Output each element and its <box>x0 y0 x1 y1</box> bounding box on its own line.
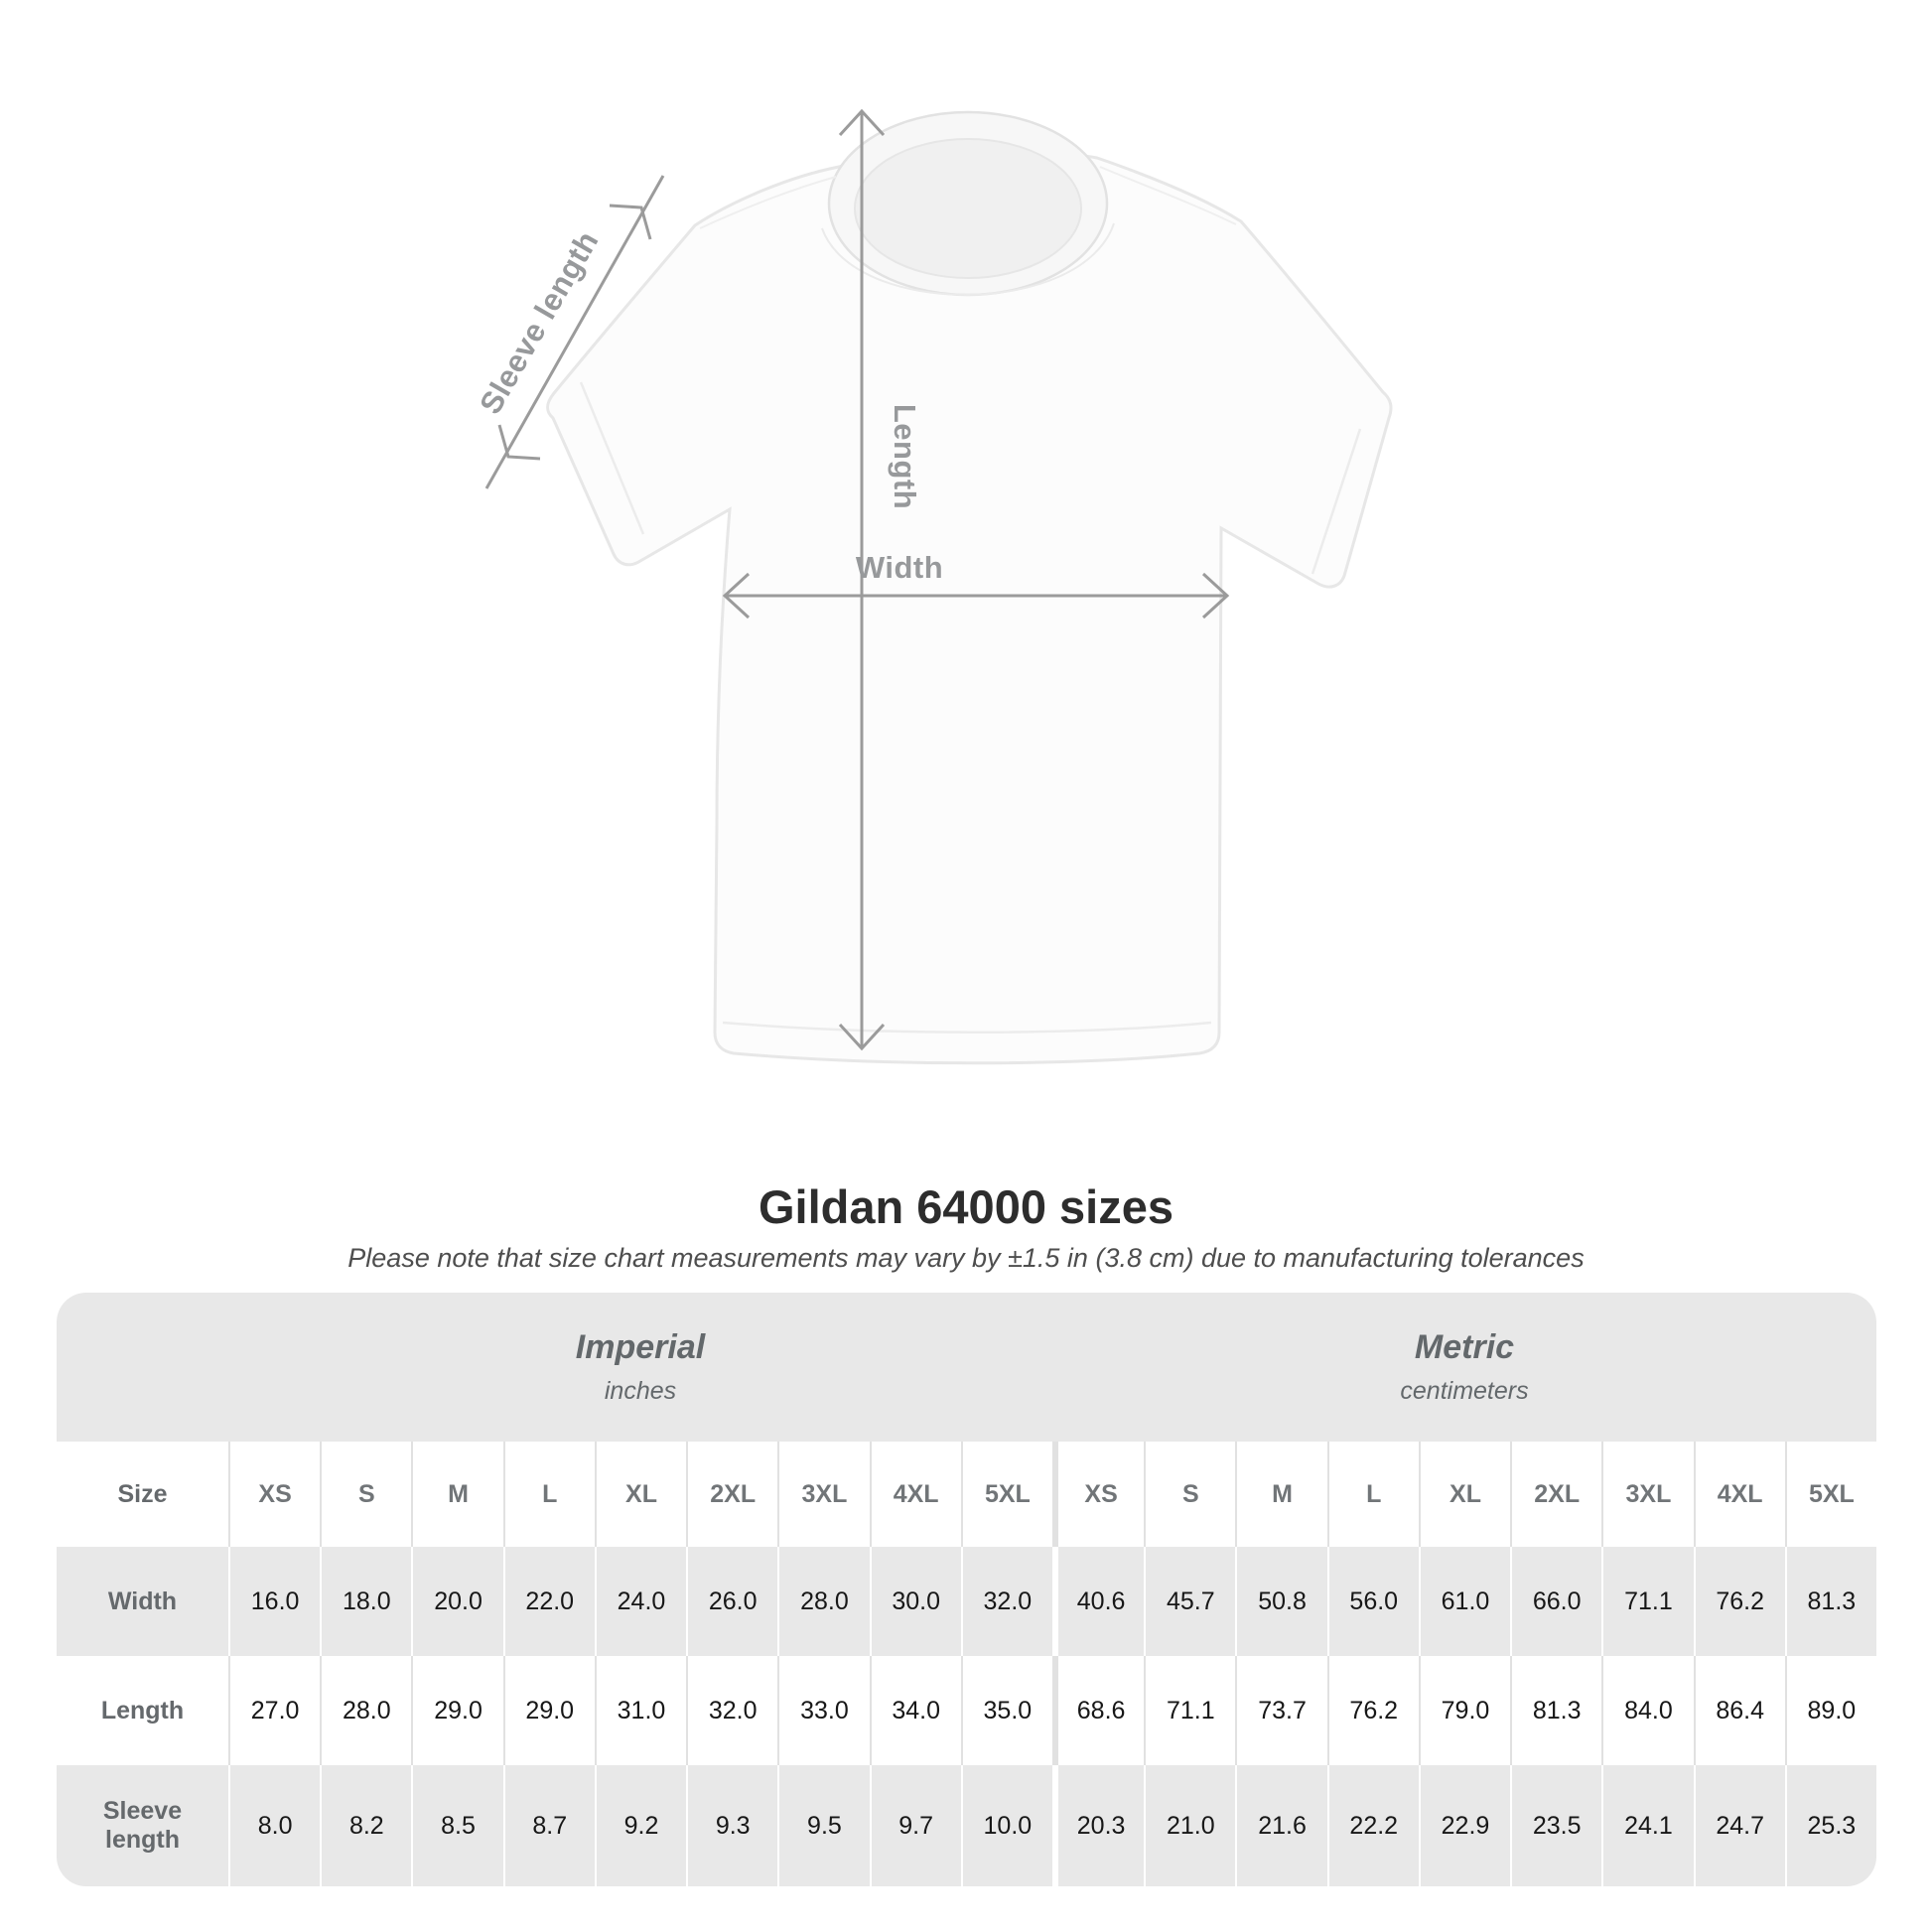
value-cell: 8.5 <box>411 1765 502 1886</box>
unit-header-band <box>57 1293 1876 1442</box>
value-cell: 61.0 <box>1419 1547 1510 1656</box>
value-cell: 32.0 <box>961 1547 1052 1656</box>
value-cell: 22.0 <box>503 1547 595 1656</box>
value-cell: 25.3 <box>1785 1765 1876 1886</box>
value-cell: 24.1 <box>1601 1765 1693 1886</box>
size-header-cell: XL <box>1419 1442 1510 1547</box>
value-cell: 76.2 <box>1694 1547 1785 1656</box>
value-cell: 8.7 <box>503 1765 595 1886</box>
size-corner-label: Size <box>117 1479 168 1508</box>
value-cell: 9.5 <box>777 1765 869 1886</box>
tolerance-note: Please note that size chart measurements may vary by ±1.5 in (3.8 cm) due to manufacturing tolerances <box>347 1243 1585 1273</box>
value-cell: 81.3 <box>1785 1547 1876 1656</box>
size-header-cell: L <box>503 1442 595 1547</box>
size-header-cell: XL <box>595 1442 686 1547</box>
value-cell: 86.4 <box>1694 1656 1785 1765</box>
size-header-cell: L <box>1327 1442 1419 1547</box>
size-header-cell: 2XL <box>1510 1442 1601 1547</box>
size-header-cell: 3XL <box>1601 1442 1693 1547</box>
value-cell: 24.7 <box>1694 1765 1785 1886</box>
metric-unit: centimeters <box>1400 1377 1529 1405</box>
value-cell: 35.0 <box>961 1656 1052 1765</box>
value-cell: 32.0 <box>686 1656 777 1765</box>
size-header-cell: S <box>320 1442 411 1547</box>
size-header-cell: M <box>1235 1442 1326 1547</box>
width-label: Width <box>855 550 944 585</box>
length-label: Length <box>888 403 922 510</box>
width-row-label: Width <box>107 1587 178 1615</box>
value-cell: 8.0 <box>228 1765 320 1886</box>
size-header-row <box>57 1442 1876 1547</box>
size-header-cell: 2XL <box>686 1442 777 1547</box>
value-cell: 29.0 <box>503 1656 595 1765</box>
value-cell: 73.7 <box>1235 1656 1326 1765</box>
size-header-cell: XS <box>1052 1442 1144 1547</box>
value-cell: 9.2 <box>595 1765 686 1886</box>
value-cell: 89.0 <box>1785 1656 1876 1765</box>
page-title: Gildan 64000 sizes <box>758 1180 1174 1233</box>
value-cell: 31.0 <box>595 1656 686 1765</box>
value-cell: 26.0 <box>686 1547 777 1656</box>
sleeve-row-label: Sleeve length <box>102 1797 183 1854</box>
value-cell: 71.1 <box>1144 1656 1235 1765</box>
value-cell: 29.0 <box>411 1656 502 1765</box>
value-cell: 24.0 <box>595 1547 686 1656</box>
value-cell: 28.0 <box>320 1656 411 1765</box>
value-cell: 23.5 <box>1510 1765 1601 1886</box>
value-cell: 21.6 <box>1235 1765 1326 1886</box>
value-cell: 20.0 <box>411 1547 502 1656</box>
size-table <box>57 1293 1876 1886</box>
size-header-cell: M <box>411 1442 502 1547</box>
width-row <box>57 1547 1876 1656</box>
value-cell: 22.2 <box>1327 1765 1419 1886</box>
value-cell: 71.1 <box>1601 1547 1693 1656</box>
value-cell: 9.3 <box>686 1765 777 1886</box>
sleeve-length-label: Sleeve length <box>473 224 606 420</box>
value-cell: 33.0 <box>777 1656 869 1765</box>
value-cell: 66.0 <box>1510 1547 1601 1656</box>
length-row <box>57 1656 1876 1765</box>
size-header-cell: 3XL <box>777 1442 869 1547</box>
collar-opening <box>855 139 1081 278</box>
size-header-cell: XS <box>228 1442 320 1547</box>
size-header-cell: S <box>1144 1442 1235 1547</box>
value-cell: 50.8 <box>1235 1547 1326 1656</box>
length-row-label: Length <box>100 1696 185 1725</box>
value-cell: 56.0 <box>1327 1547 1419 1656</box>
value-cell: 81.3 <box>1510 1656 1601 1765</box>
imperial-header <box>228 1293 1052 1442</box>
size-header-cell: 4XL <box>1694 1442 1785 1547</box>
value-cell: 30.0 <box>870 1547 961 1656</box>
value-cell: 20.3 <box>1052 1765 1144 1886</box>
value-cell: 8.2 <box>320 1765 411 1886</box>
value-cell: 21.0 <box>1144 1765 1235 1886</box>
value-cell: 68.6 <box>1052 1656 1144 1765</box>
value-cell: 34.0 <box>870 1656 961 1765</box>
value-cell: 84.0 <box>1601 1656 1693 1765</box>
size-header-cell: 5XL <box>961 1442 1052 1547</box>
value-cell: 10.0 <box>961 1765 1052 1886</box>
metric-label: Metric <box>1414 1328 1515 1366</box>
value-cell: 45.7 <box>1144 1547 1235 1656</box>
value-cell: 9.7 <box>870 1765 961 1886</box>
imperial-unit: inches <box>604 1377 677 1405</box>
imperial-label: Imperial <box>575 1328 706 1366</box>
value-cell: 27.0 <box>228 1656 320 1765</box>
value-cell: 18.0 <box>320 1547 411 1656</box>
value-cell: 76.2 <box>1327 1656 1419 1765</box>
size-header-cell: 5XL <box>1785 1442 1876 1547</box>
value-cell: 22.9 <box>1419 1765 1510 1886</box>
metric-header <box>1052 1293 1876 1442</box>
value-cell: 79.0 <box>1419 1656 1510 1765</box>
value-cell: 40.6 <box>1052 1547 1144 1656</box>
value-cell: 28.0 <box>777 1547 869 1656</box>
size-header-cell: 4XL <box>870 1442 961 1547</box>
sleeve-length-row <box>57 1765 1876 1886</box>
value-cell: 16.0 <box>228 1547 320 1656</box>
